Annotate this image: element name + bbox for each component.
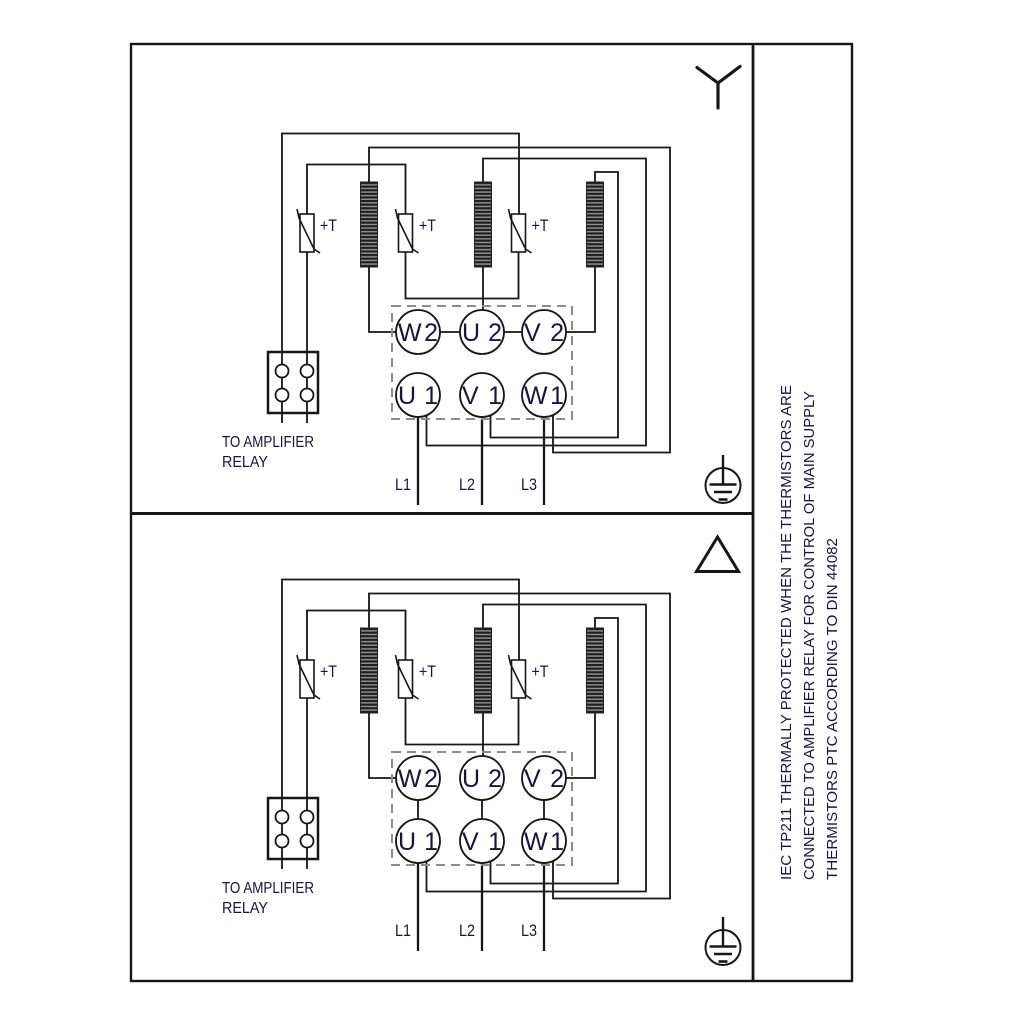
relay-caption-line2: RELAY — [222, 900, 268, 917]
thermistor-label: +T — [419, 216, 436, 235]
thermistor-label: +T — [320, 662, 337, 681]
earth-ground-icon — [706, 917, 741, 965]
terminal-W1: W1 — [524, 382, 564, 410]
delta-symbol-icon — [697, 537, 739, 572]
thermistor-label: +T — [320, 216, 337, 235]
relay-caption-line1: TO AMPLIFIER — [222, 880, 314, 897]
terminal-V2: V2 — [524, 765, 564, 793]
terminal-W2: W2 — [398, 319, 438, 347]
star-symbol-icon — [697, 67, 740, 109]
terminal-U1: U1 — [398, 382, 438, 410]
terminal-W2: W2 — [398, 765, 438, 793]
side-note-line-1: IEC TP211 THERMALLY PROTECTED WHEN THE THERMISTORS ARE — [778, 387, 795, 880]
supply-label-L2: L2 — [459, 921, 475, 940]
panel-delta — [222, 537, 741, 965]
side-note-line-3: THERMISTORS PTC ACCORDING TO DIN 44082 — [824, 541, 841, 880]
panel-star — [222, 67, 741, 506]
thermistor-label: +T — [419, 662, 436, 681]
terminal-V1: V1 — [462, 828, 502, 856]
terminal-W1: W1 — [524, 828, 564, 856]
earth-ground-icon — [706, 455, 741, 503]
supply-label-L3: L3 — [521, 921, 537, 940]
relay-caption-line1: TO AMPLIFIER — [222, 434, 314, 451]
relay-caption-line2: RELAY — [222, 454, 268, 471]
panel-delta-labels — [222, 662, 564, 940]
terminal-V2: V2 — [524, 319, 564, 347]
supply-label-L1: L1 — [395, 921, 411, 940]
terminal-V1: V1 — [462, 382, 502, 410]
terminal-U2: U2 — [462, 765, 502, 793]
supply-label-L3: L3 — [521, 475, 537, 494]
terminal-U1: U1 — [398, 828, 438, 856]
terminal-U2: U2 — [462, 319, 502, 347]
delta-terminal-links — [418, 800, 544, 819]
panel-star-labels — [222, 216, 564, 494]
side-note-line-2: CONNECTED TO AMPLIFIER RELAY FOR CONTROL OF MAIN SUPPLY — [801, 384, 818, 880]
supply-label-L2: L2 — [459, 475, 475, 494]
thermistor-label: +T — [531, 216, 549, 235]
thermistor-label: +T — [531, 662, 549, 681]
supply-label-L1: L1 — [395, 475, 411, 494]
side-note — [778, 385, 841, 880]
